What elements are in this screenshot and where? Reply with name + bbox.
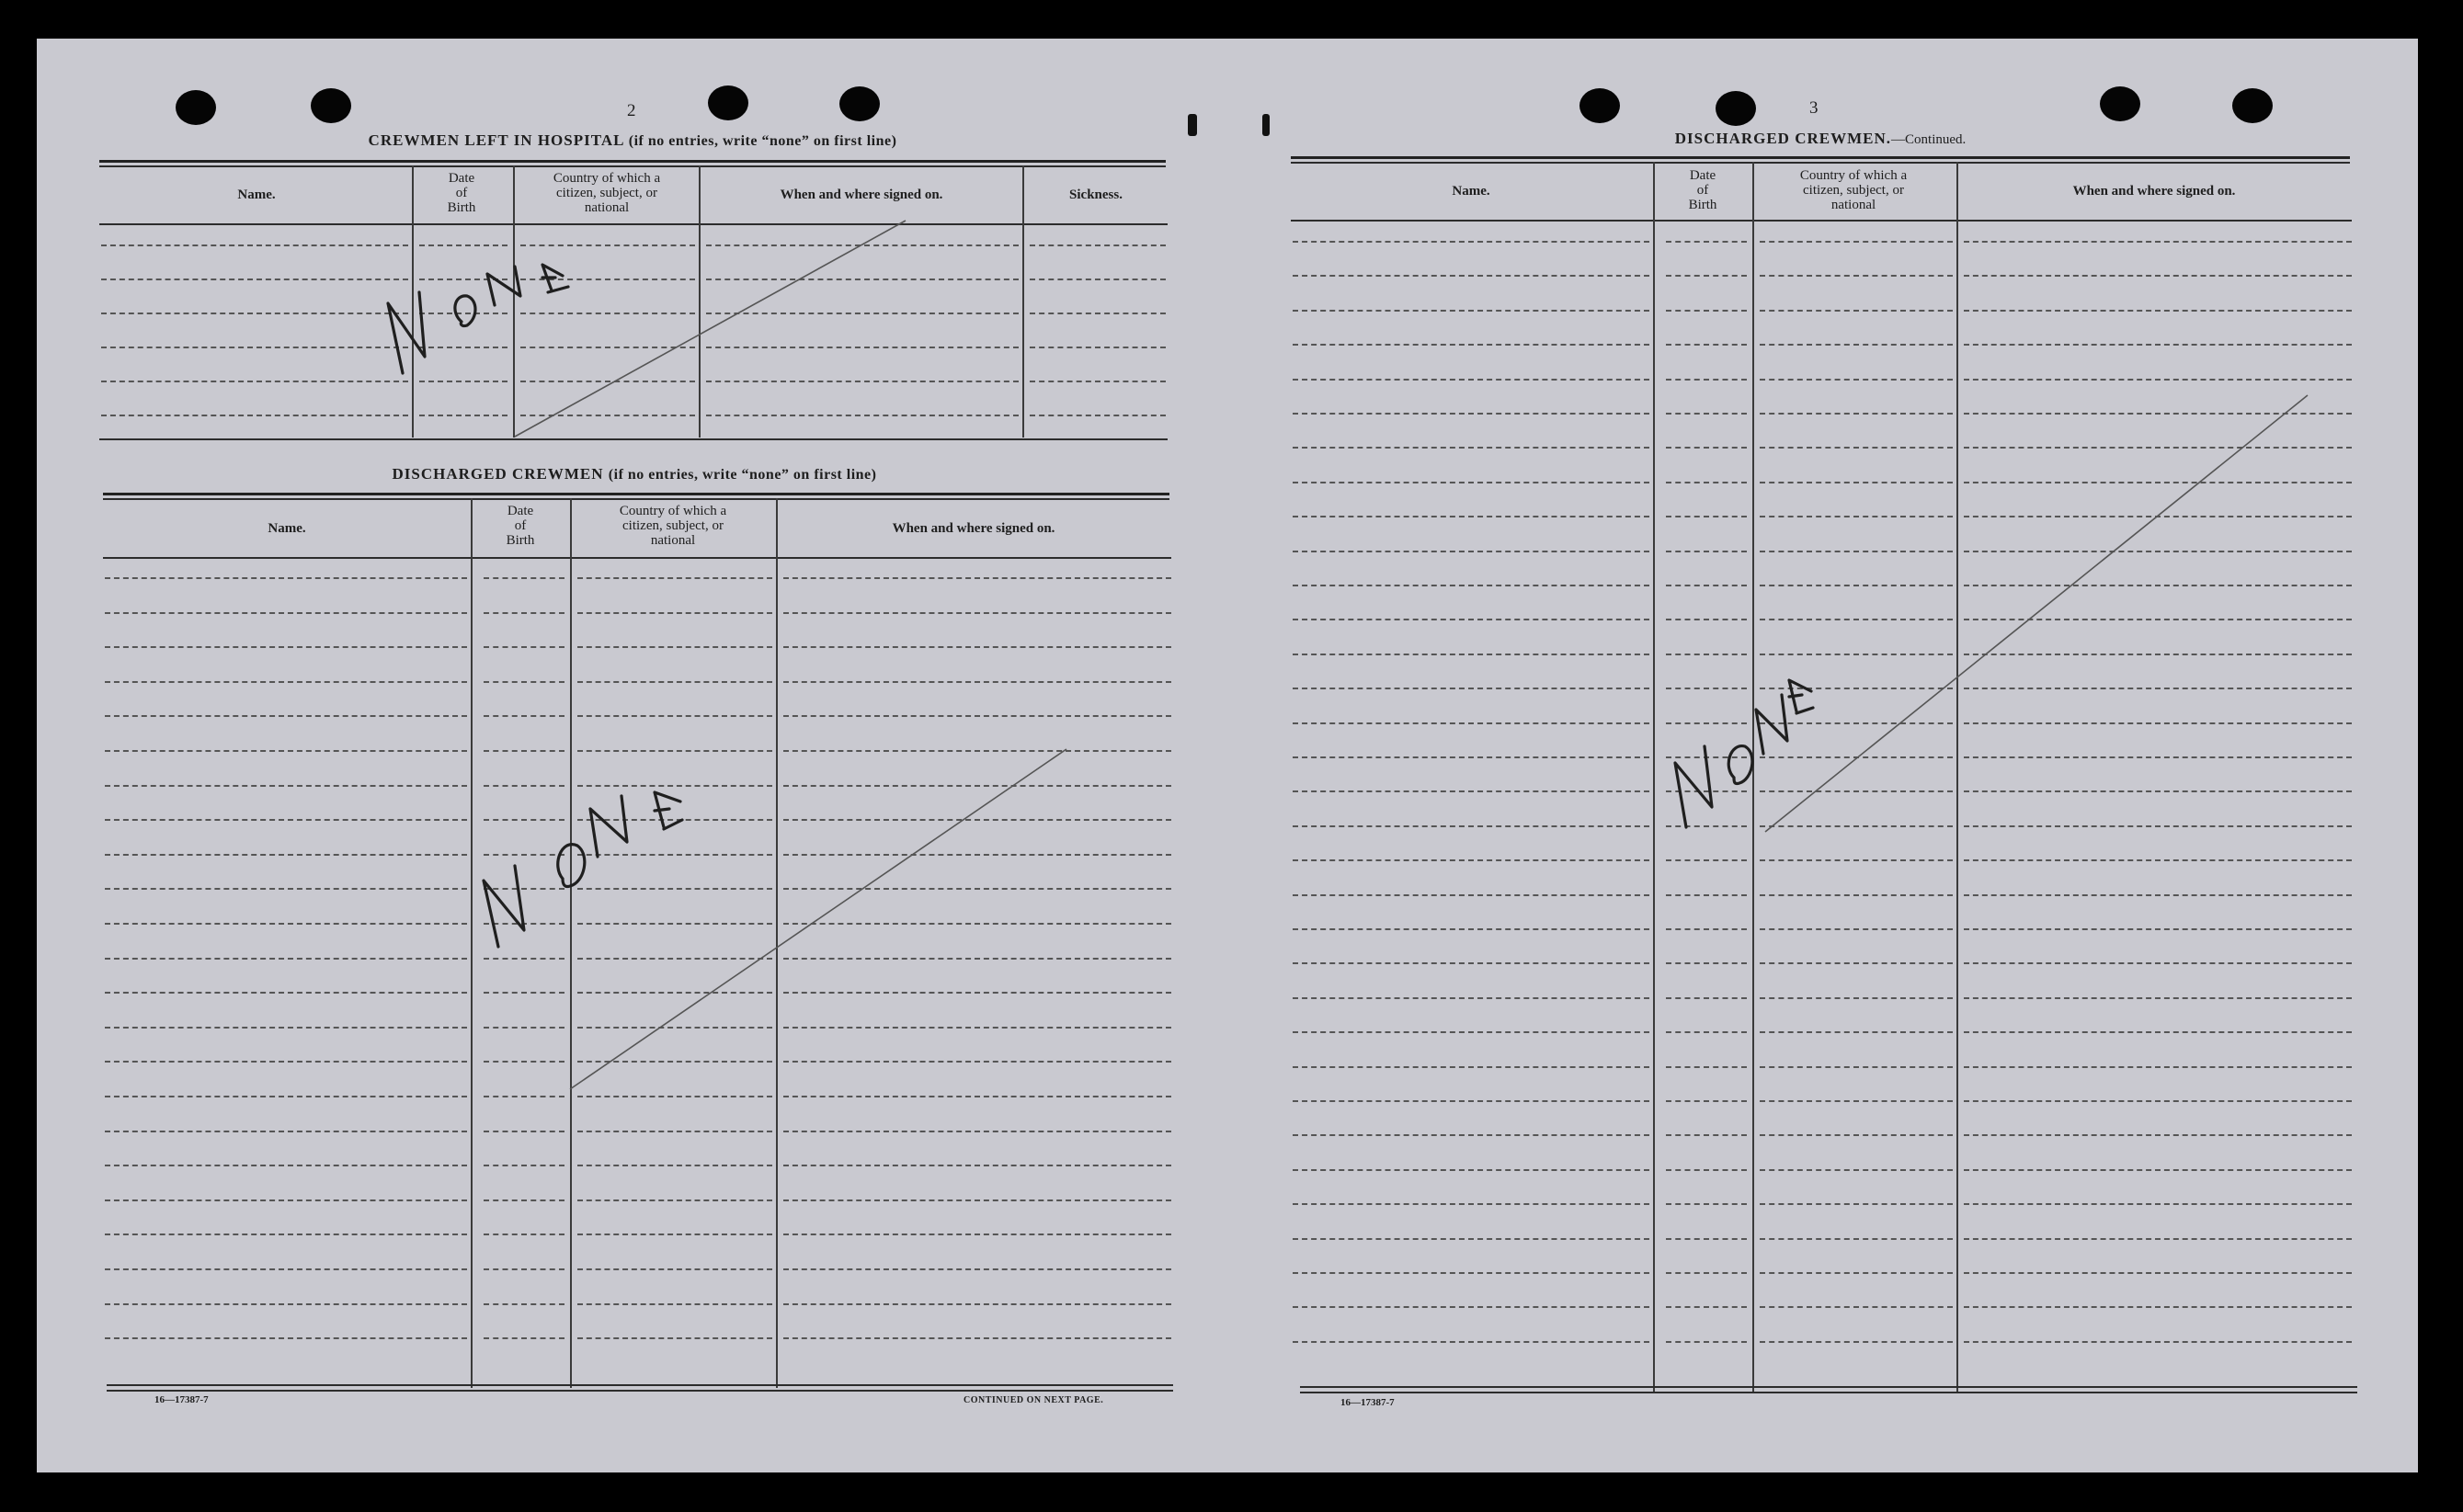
discharged-instruction: (if no entries, write “none” on first line): [608, 467, 877, 483]
dob-line: of: [455, 186, 468, 200]
continued-suffix: —Continued.: [1891, 132, 1967, 147]
handwritten-none-mark: [1728, 746, 1752, 784]
dob-line: Date: [507, 504, 534, 518]
page-number: 2: [627, 101, 636, 120]
column-header-signed-on: When and where signed on.: [780, 188, 943, 202]
handwritten-none-mark: [1756, 695, 1787, 754]
column-header-sickness: Sickness.: [1069, 188, 1123, 202]
country-line: citizen, subject, or: [556, 186, 657, 200]
country-line: Country of which a: [1799, 168, 1908, 183]
country-line: national: [1830, 198, 1876, 212]
handwritten-none-mark: [388, 292, 425, 373]
strike-line: [570, 749, 1066, 1089]
continued-note: CONTINUED ON NEXT PAGE.: [964, 1395, 1104, 1405]
column-header-name: Name.: [237, 188, 276, 202]
handwritten-none-mark: [655, 792, 682, 829]
form-number: 16—17387-7: [154, 1394, 209, 1405]
handwritten-none-mark: [1789, 680, 1813, 713]
handwritten-none-mark: [487, 267, 520, 305]
handwritten-none-mark: [542, 265, 568, 292]
page-number: 3: [1809, 98, 1819, 118]
handwritten-none-mark: [484, 866, 524, 947]
dob-line: Birth: [506, 533, 535, 548]
handwritten-none-mark: [558, 845, 585, 887]
dob-line: Birth: [447, 200, 476, 215]
handwritten-none-mark: [455, 296, 475, 326]
discharged-title: DISCHARGED CREWMEN: [392, 465, 604, 483]
form-number: 16—17387-7: [1340, 1397, 1395, 1408]
column-header-signed-on: When and where signed on.: [2072, 184, 2236, 199]
strike-line: [515, 221, 906, 437]
strike-line: [1765, 395, 2308, 832]
country-line: citizen, subject, or: [622, 518, 724, 533]
column-header-name: Name.: [1452, 184, 1490, 199]
country-line: citizen, subject, or: [1803, 183, 1904, 198]
dob-line: Birth: [1688, 198, 1717, 212]
column-header-name: Name.: [268, 521, 306, 536]
dob-line: of: [514, 518, 527, 533]
dob-line: Date: [448, 171, 475, 186]
discharged-continued-title: DISCHARGED CREWMEN.: [1674, 130, 1892, 147]
dob-line: Date: [1689, 168, 1716, 183]
country-line: Country of which a: [619, 504, 727, 518]
country-line: national: [650, 533, 696, 548]
column-header-signed-on: When and where signed on.: [892, 521, 1055, 536]
handwritten-none-mark: [1675, 746, 1712, 827]
hospital-title: CREWMEN LEFT IN HOSPITAL: [368, 131, 624, 149]
country-line: Country of which a: [553, 171, 661, 186]
country-line: national: [584, 200, 630, 215]
hospital-instruction: (if no entries, write “none” on first line): [628, 133, 897, 149]
handwritten-none-mark: [590, 796, 627, 857]
dob-line: of: [1696, 183, 1709, 198]
